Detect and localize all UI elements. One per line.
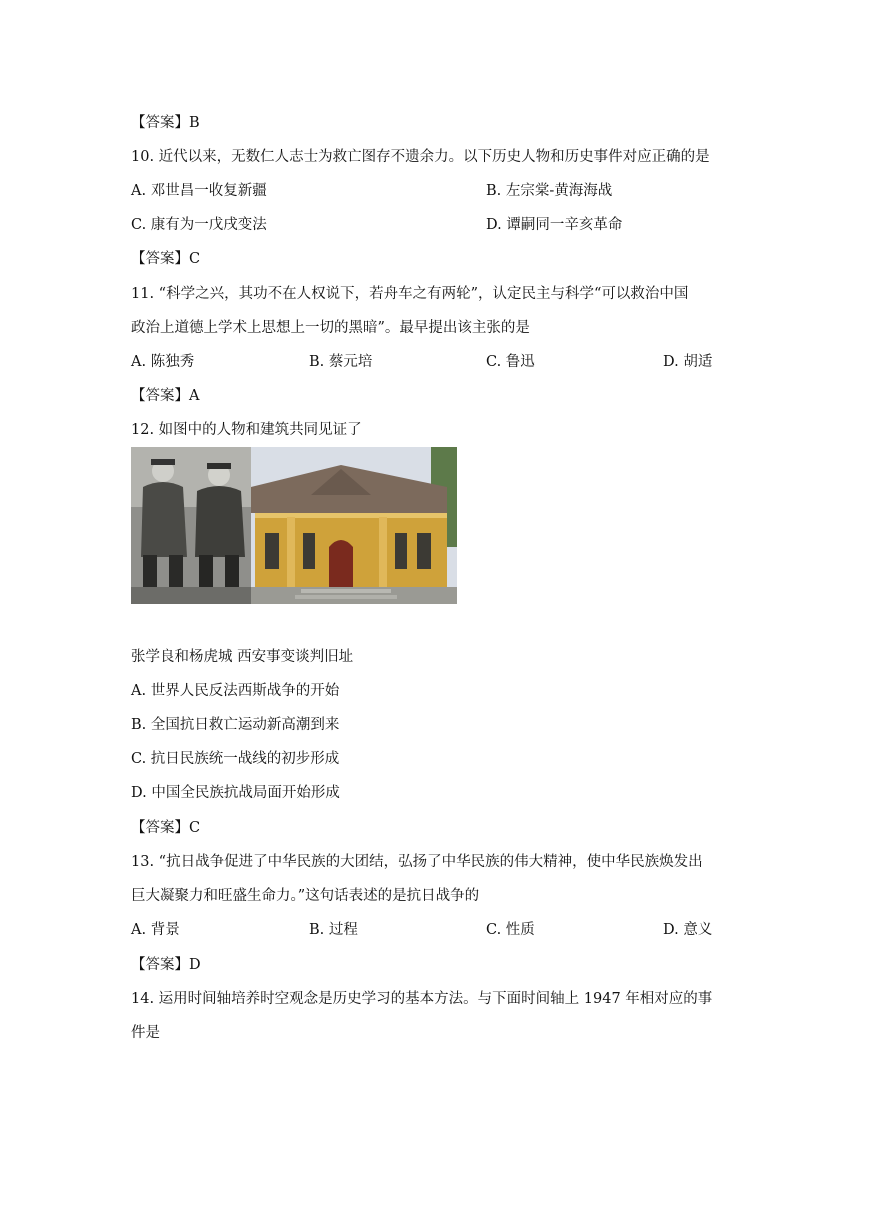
photo-two-officers [131, 447, 251, 604]
q11-option-c: C. 鲁迅 [486, 354, 535, 370]
q13-option-c: C. 性质 [486, 922, 535, 938]
q13-option-a: A. 背景 [131, 922, 180, 938]
q11-option-a: A. 陈独秀 [131, 354, 195, 370]
q12-answer: 【答案】C [131, 820, 201, 836]
q13-answer: 【答案】D [131, 957, 201, 973]
q12-option-c: C. 抗日民族统一战线的初步形成 [131, 751, 340, 767]
q12-figure [131, 447, 457, 604]
q12-figure-caption: 张学良和杨虎城 西安事变谈判旧址 [131, 649, 354, 665]
q14-stem-line2: 件是 [131, 1025, 160, 1041]
q13-stem-line1: 13. “抗日战争促进了中华民族的大团结，弘扬了中华民族的伟大精神，使中华民族焕发出 [131, 854, 703, 870]
q10-answer: 【答案】C [131, 251, 201, 267]
q13-option-b: B. 过程 [309, 922, 358, 938]
photo-xian-incident-site [251, 447, 457, 604]
q10-option-a: A. 邓世昌一收复新疆 [131, 183, 267, 199]
q11-stem-line2: 政治上道德上学术上思想上一切的黑暗”。最早提出该主张的是 [131, 320, 530, 336]
q12-option-b: B. 全国抗日救亡运动新高潮到来 [131, 717, 340, 733]
q10-option-c: C. 康有为一戊戌变法 [131, 217, 267, 233]
q13-stem-line2: 巨大凝聚力和旺盛生命力。”这句话表述的是抗日战争的 [131, 888, 480, 904]
q10-stem: 10. 近代以来，无数仁人志士为救亡图存不遗余力。以下历史人物和历史事件对应正确的是 [131, 149, 710, 165]
q10-option-d: D. 谭嗣同一辛亥革命 [486, 217, 623, 233]
q10-option-b: B. 左宗棠-黄海海战 [486, 183, 613, 199]
q11-option-d: D. 胡适 [663, 354, 713, 370]
q12-option-a: A. 世界人民反法西斯战争的开始 [131, 683, 340, 699]
q13-option-d: D. 意义 [663, 922, 713, 938]
q14-stem-line1: 14. 运用时间轴培养时空观念是历史学习的基本方法。与下面时间轴上 1947 年相对应的事 [131, 991, 713, 1007]
q9-answer: 【答案】B [131, 115, 200, 131]
q11-option-b: B. 蔡元培 [309, 354, 373, 370]
q12-stem: 12. 如图中的人物和建筑共同见证了 [131, 422, 362, 438]
q11-answer: 【答案】A [131, 388, 200, 404]
q11-stem-line1: 11. “科学之兴，其功不在人权说下，若舟车之有两轮”，认定民主与科学“可以救治中国 [131, 286, 689, 302]
q12-option-d: D. 中国全民族抗战局面开始形成 [131, 785, 340, 801]
